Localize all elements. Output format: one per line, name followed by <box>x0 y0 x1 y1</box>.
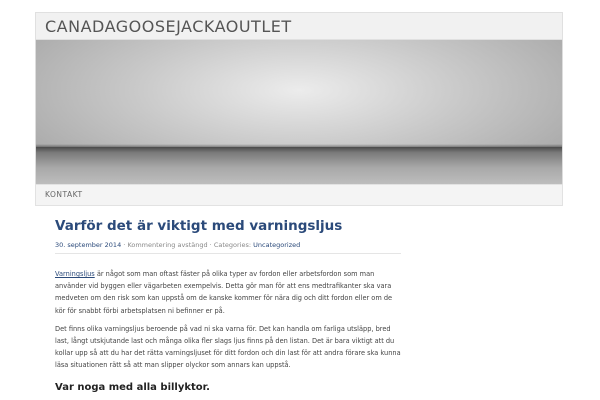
post-subheading: Var noga med alla billyktor. <box>55 381 210 393</box>
page-frame <box>35 12 563 400</box>
comments-status: Kommentering avstängd <box>127 241 208 249</box>
category-link[interactable]: Uncategorized <box>253 241 301 249</box>
header-banner-image <box>35 40 563 184</box>
post-date-link[interactable]: 30. september 2014 <box>55 241 122 249</box>
paragraph-1-text: är något som man oftast fäster på olika typer av fordon eller arbetsfordon som man använder vid byggen eller vägarbeten exempelvis. Detta gör man för att ens medtrafikanter ska vara medveten om den risk som kan uppstå om de kanske kommer för nära dig och ditt fordon eller om de kör för snabbt förbi arbetsplatsen ni befinner er på. <box>55 270 393 315</box>
varningsljus-link[interactable]: Varningsljus <box>55 270 95 278</box>
paragraph-1 <box>55 268 401 317</box>
post-title[interactable]: Varför det är viktigt med varningsljus <box>55 218 343 234</box>
post-content <box>55 218 401 393</box>
meta-separator: · <box>209 241 212 249</box>
site-title[interactable]: CANADAGOOSEJACKAOUTLET <box>45 17 292 36</box>
main-nav <box>35 184 563 206</box>
post-meta <box>55 241 401 254</box>
paragraph-2: Det finns olika varningsljus beroende på vad ni ska varna för. Det kan handla om farliga utsläpp, bred last, långt utskjutande last och många olika fler slags ljus finns på den listan. Det är bara viktigt att du kollar upp så att du har det rätta varningsljuset för ditt fordon och din last för att andra förare ska kunna läsa situationen rätt så att man slipper olyckor som annars kan uppstå. <box>55 324 401 370</box>
categories-label: Categories: <box>213 241 252 249</box>
meta-separator: · <box>123 241 126 249</box>
banner-shelf <box>36 147 562 184</box>
site-header <box>35 12 563 40</box>
nav-item-kontakt[interactable]: KONTAKT <box>45 190 83 199</box>
post-body <box>55 268 401 372</box>
